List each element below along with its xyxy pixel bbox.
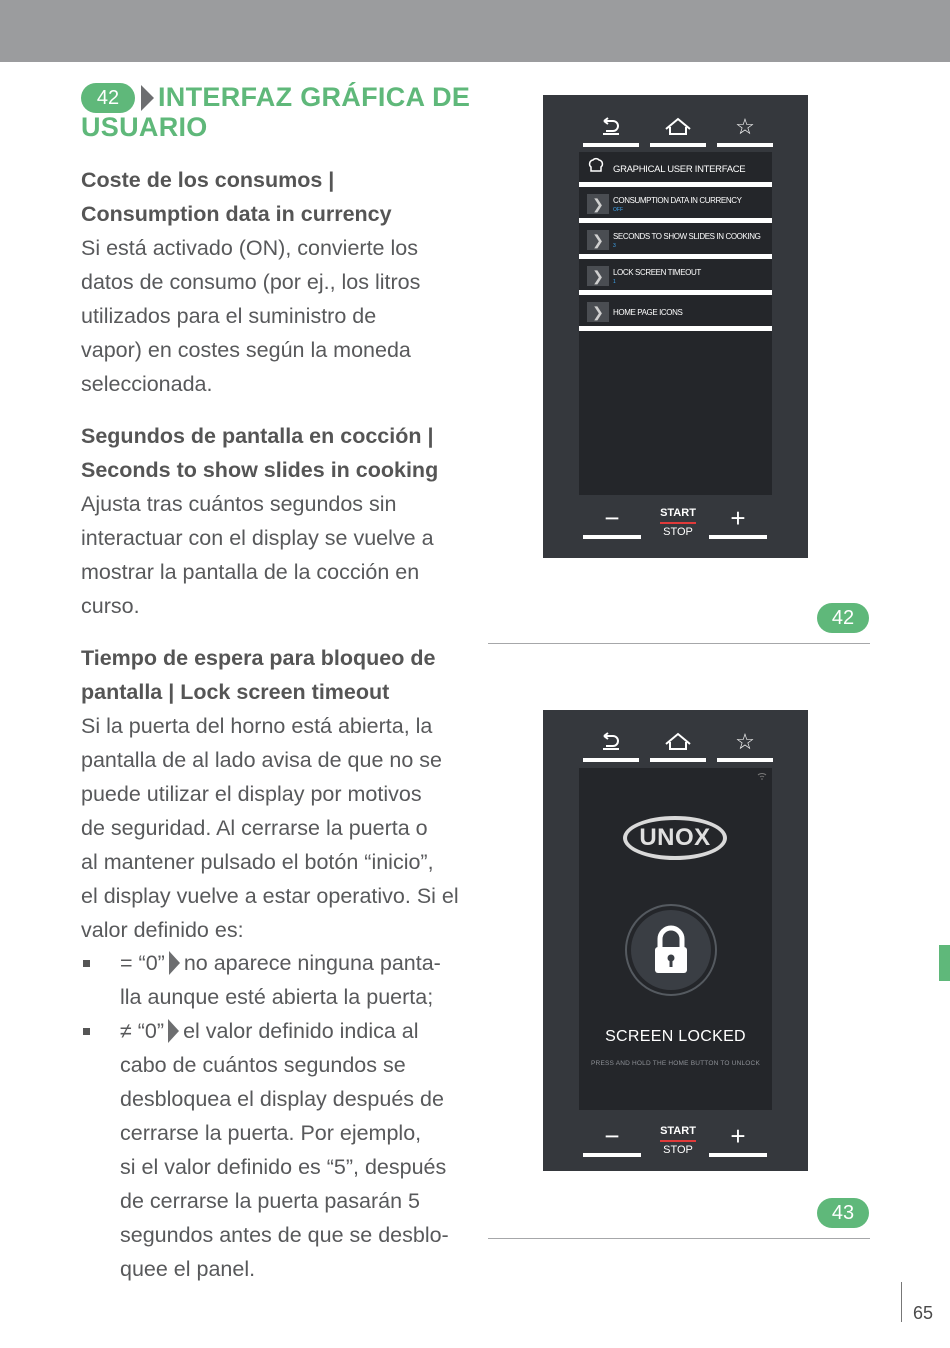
block-heading: Tiempo de espera para bloqueo de xyxy=(81,646,436,670)
setting-row-home-icons[interactable] xyxy=(579,296,772,328)
block-heading: Segundos de pantalla en cocción | xyxy=(81,424,434,448)
lock-panel xyxy=(579,768,772,1110)
paragraph-line: valor definido es: xyxy=(81,918,244,942)
arrow-marker-icon xyxy=(168,1019,179,1043)
arrow-marker-icon xyxy=(169,951,180,975)
bullet-square-icon xyxy=(83,960,90,967)
bullet-list xyxy=(81,946,491,1286)
paragraph-line: puede utilizar el display por motivos xyxy=(81,782,422,806)
setting-label: LOCK SCREEN TIMEOUT xyxy=(613,268,701,277)
padlock-icon xyxy=(631,910,711,990)
bottom-controls xyxy=(583,505,773,539)
paragraph-line: pantalla de al lado avisa de que no se xyxy=(81,748,442,772)
bullet-prefix: ≠ “0” xyxy=(120,1019,165,1043)
paragraph-line: interactuar con el display se vuelve a xyxy=(81,526,434,550)
back-arrow-icon xyxy=(583,115,639,142)
setting-row-lock-timeout[interactable] xyxy=(579,260,772,292)
home-icon xyxy=(650,115,706,142)
favorite-button[interactable] xyxy=(717,115,773,147)
settings-panel xyxy=(579,152,772,495)
minus-button[interactable] xyxy=(583,1123,641,1157)
paragraph-line: Ajusta tras cuántos segundos sin xyxy=(81,492,397,516)
setting-value: OFF xyxy=(613,207,623,213)
bullet-line: segundos antes de que se desblo- xyxy=(120,1223,449,1247)
bullet-line: quee el panel. xyxy=(120,1257,256,1281)
paragraph-line: de seguridad. Al cerrarse la puerta o xyxy=(81,816,428,840)
oven-screen-gui-settings xyxy=(543,95,808,558)
home-button[interactable] xyxy=(650,730,706,762)
figure-number-badge: 43 xyxy=(817,1198,869,1228)
bullet-line: cerrarse la puerta. Por ejemplo, xyxy=(120,1121,422,1145)
block-heading: pantalla | Lock screen timeout xyxy=(81,680,390,704)
chevron-right-icon: ❯ xyxy=(587,194,609,214)
star-icon: ☆ xyxy=(735,114,755,139)
page-number: 65 xyxy=(913,1303,934,1323)
bullet-line: cabo de cuántos segundos se xyxy=(120,1053,406,1077)
bullet-prefix: = “0” xyxy=(120,951,165,975)
setting-value: 3 xyxy=(613,243,616,249)
back-arrow-icon xyxy=(583,730,639,757)
setting-label: CONSUMPTION DATA IN CURRENCY xyxy=(613,196,742,205)
block-heading: Consumption data in currency xyxy=(81,202,392,226)
block-heading: Seconds to show slides in cooking xyxy=(81,458,439,482)
stop-label: STOP xyxy=(663,526,693,538)
paragraph-line: Si está activado (ON), convierte los xyxy=(81,236,418,260)
figure-number-badge: 42 xyxy=(817,603,869,633)
bullet-line: lla aunque esté abierta la puerta; xyxy=(120,985,434,1009)
paragraph-line: Si la puerta del horno está abierta, la xyxy=(81,714,433,738)
divider xyxy=(488,643,870,644)
top-nav xyxy=(583,730,773,762)
paragraph-line: el display vuelve a estar operativo. Si el xyxy=(81,884,459,908)
plus-button[interactable] xyxy=(709,1123,767,1157)
setting-label: HOME PAGE ICONS xyxy=(613,308,683,317)
section-title-line2: USUARIO xyxy=(81,112,208,142)
favorite-button[interactable] xyxy=(717,730,773,762)
page-number-rule xyxy=(901,1282,902,1322)
bullet-line: desbloquea el display después de xyxy=(120,1087,444,1111)
setting-label: SECONDS TO SHOW SLIDES IN COOKING xyxy=(613,232,761,241)
list-item xyxy=(81,946,491,1014)
back-button[interactable] xyxy=(583,730,639,762)
minus-icon: − xyxy=(604,503,620,533)
paragraph-line: al mantener pulsado el botón “inicio”, xyxy=(81,850,434,874)
plus-icon: + xyxy=(730,1121,746,1151)
start-label: START xyxy=(660,1125,696,1137)
setting-value: 1 xyxy=(613,279,616,285)
star-icon: ☆ xyxy=(735,729,755,754)
chapter-tab xyxy=(939,945,950,981)
divider xyxy=(488,1238,870,1239)
start-stop-button[interactable] xyxy=(654,1123,702,1157)
wifi-icon xyxy=(757,772,767,780)
back-button[interactable] xyxy=(583,115,639,147)
start-stop-button[interactable] xyxy=(654,505,702,539)
bullet-line: no aparece ninguna panta- xyxy=(183,951,441,975)
section-number-badge: 42 xyxy=(81,83,135,113)
text-block-lock xyxy=(81,641,481,947)
chevron-right-icon: ❯ xyxy=(587,230,609,250)
paragraph-line: mostrar la pantalla de la cocción en xyxy=(81,560,420,584)
bullet-line: si el valor definido es “5”, después xyxy=(120,1155,447,1179)
paragraph-line: datos de consumo (por ej., los litros xyxy=(81,270,421,294)
section-title: INTERFAZ GRÁFICA DE xyxy=(158,82,471,112)
paragraph-line: curso. xyxy=(81,594,140,618)
plus-button[interactable] xyxy=(709,505,767,539)
panel-header xyxy=(579,152,772,182)
setting-row-consumption[interactable] xyxy=(579,188,772,220)
bottom-controls xyxy=(583,1123,773,1157)
home-button[interactable] xyxy=(650,115,706,147)
paragraph-line: seleccionada. xyxy=(81,372,213,396)
section-heading xyxy=(81,82,481,143)
minus-button[interactable] xyxy=(583,505,641,539)
paragraph-line: vapor) en costes según la moneda xyxy=(81,338,411,362)
home-icon xyxy=(650,730,706,757)
text-block-slides xyxy=(81,419,481,623)
panel-title: GRAPHICAL USER INTERFACE xyxy=(613,164,746,175)
chef-hat-icon xyxy=(587,157,605,175)
block-heading: Coste de los consumos | xyxy=(81,168,335,192)
paragraph-line: utilizados para el suministro de xyxy=(81,304,377,328)
minus-icon: − xyxy=(604,1121,620,1151)
start-label: START xyxy=(660,507,696,519)
text-block-consumption xyxy=(81,163,481,401)
setting-row-slides[interactable] xyxy=(579,224,772,256)
unlock-hint: PRESS AND HOLD THE HOME BUTTON TO UNLOCK xyxy=(591,1060,760,1067)
stop-label: STOP xyxy=(663,1144,693,1156)
chevron-right-icon: ❯ xyxy=(587,302,609,322)
top-nav xyxy=(583,115,773,147)
chevron-right-icon: ❯ xyxy=(587,266,609,286)
unox-logo: UNOX xyxy=(623,816,727,860)
arrow-marker-icon xyxy=(141,85,154,111)
screen-locked-label: SCREEN LOCKED xyxy=(605,1028,746,1045)
oven-screen-locked xyxy=(543,710,808,1171)
plus-icon: + xyxy=(730,503,746,533)
bullet-line: el valor definido indica al xyxy=(183,1019,419,1043)
bullet-line: de cerrarse la puerta pasarán 5 xyxy=(120,1189,420,1213)
list-item xyxy=(81,1014,491,1286)
bullet-square-icon xyxy=(83,1028,90,1035)
header-band xyxy=(0,0,950,62)
